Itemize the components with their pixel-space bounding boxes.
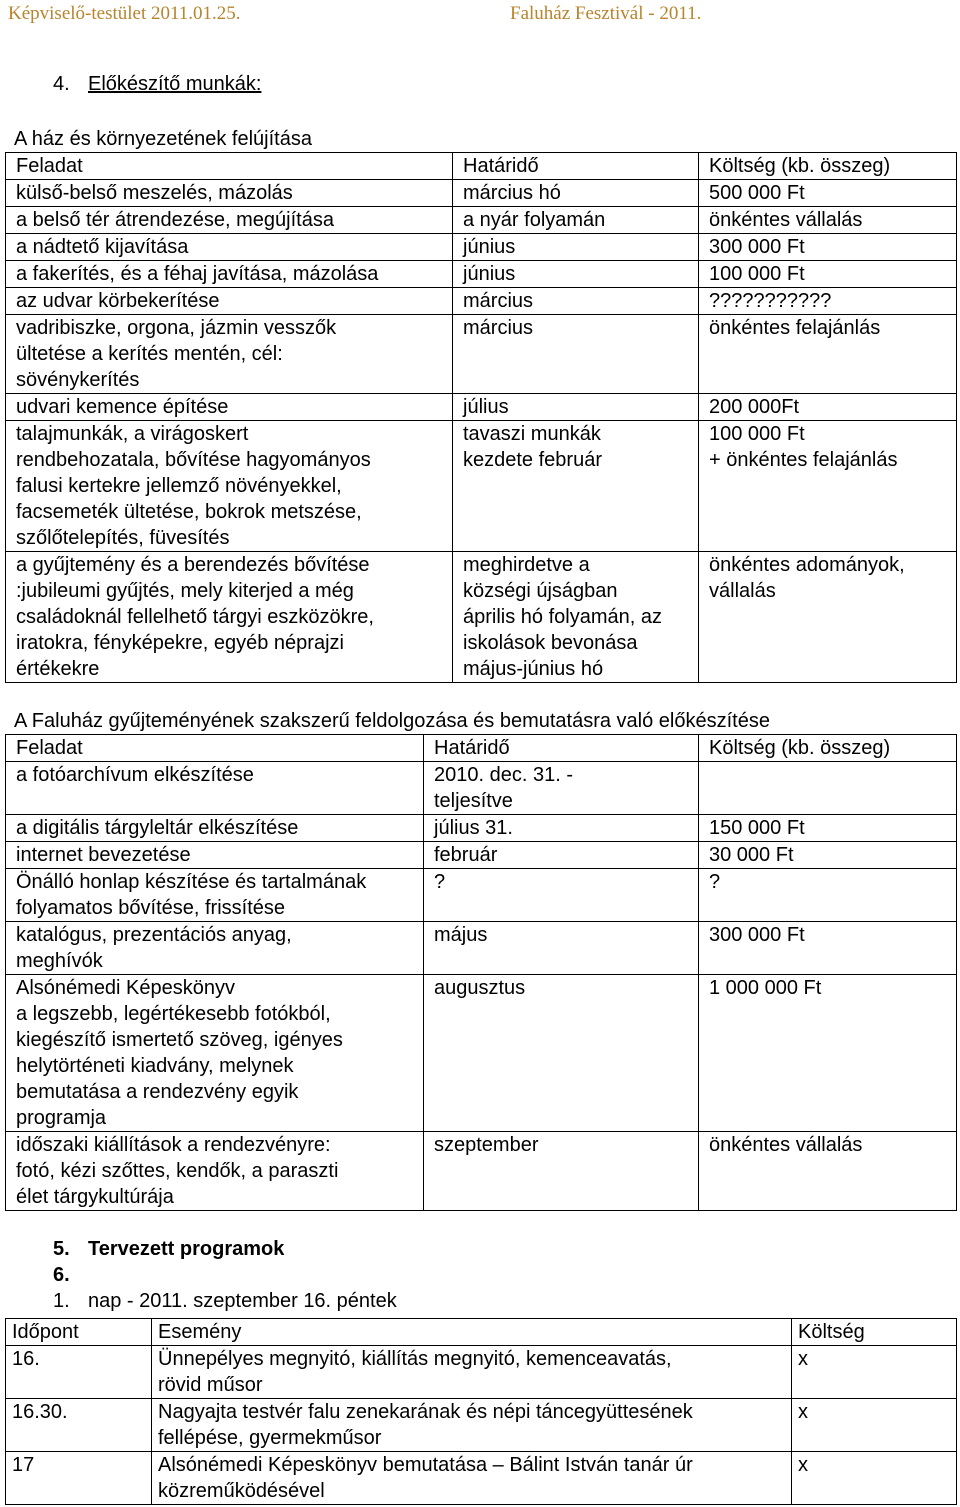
collection-table xyxy=(5,734,957,1211)
table-cell: internet bevezetése xyxy=(6,842,424,869)
day-1-title: nap - 2011. szeptember 16. péntek xyxy=(88,1290,397,1312)
table-cell: 500 000 Ft xyxy=(699,180,957,207)
table-cell: 100 000 Ft xyxy=(699,261,957,288)
table-cell: 16. xyxy=(6,1346,152,1399)
table-cell: x xyxy=(792,1452,957,1505)
table-cell: az udvar körbekerítése xyxy=(6,288,453,315)
table-cell: időszaki kiállítások a rendezvényre: fotó, kézi szőttes, kendők, a paraszti élet tárgykultúrája xyxy=(6,1132,424,1211)
table-cell: június xyxy=(453,261,699,288)
table-cell: július 31. xyxy=(424,815,699,842)
table-cell: meghirdetve a községi újságban április hó folyamán, az iskolások bevonása május-június hó xyxy=(453,552,699,683)
section-5-number: 5. xyxy=(53,1238,70,1260)
table-cell: ??????????? xyxy=(699,288,957,315)
table-cell: 200 000Ft xyxy=(699,394,957,421)
table-cell: március xyxy=(453,315,699,394)
table-cell: március xyxy=(453,288,699,315)
table-cell: a fakerítés, és a féhaj javítása, mázolása xyxy=(6,261,453,288)
table-row xyxy=(6,842,957,869)
table-cell: a gyűjtemény és a berendezés bővítése :jubileumi gyűjtés, mely kiterjed a még családoknál fellelhető tárgyi eszközökre, iratokra, fényképekre, egyéb néprajzi értékekre xyxy=(6,552,453,683)
program-table xyxy=(5,1318,957,1505)
section-6-number: 6. xyxy=(53,1264,70,1286)
subsection-2-title: A Faluház gyűjteményének szakszerű feldolgozása és bemutatásra való előkészítése xyxy=(14,710,770,732)
table-cell: 2010. dec. 31. - teljesítve xyxy=(424,762,699,815)
table-cell: vadribiszke, orgona, jázmin vesszők ültetése a kerítés mentén, cél: sövénykerítés xyxy=(6,315,453,394)
page-header-left: Képviselő-testület 2011.01.25. xyxy=(8,3,241,24)
section-5-title: Tervezett programok xyxy=(88,1238,285,1260)
table-cell: Önálló honlap készítése és tartalmának folyamatos bővítése, frissítése xyxy=(6,869,424,922)
subsection-1-title: A ház és környezetének felújítása xyxy=(14,128,312,150)
table-cell: ? xyxy=(699,869,957,922)
table-cell xyxy=(699,762,957,815)
table-cell: önkéntes felajánlás xyxy=(699,315,957,394)
table-row xyxy=(6,1132,957,1211)
day-1-number: 1. xyxy=(53,1290,70,1312)
table-cell: a fotóarchívum elkészítése xyxy=(6,762,424,815)
table-header-cell: Költség (kb. összeg) xyxy=(699,153,957,180)
table-cell: 30 000 Ft xyxy=(699,842,957,869)
page-header-right: Faluház Fesztivál - 2011. xyxy=(510,3,702,24)
table-row xyxy=(6,288,957,315)
table-row xyxy=(6,1346,957,1399)
table-row xyxy=(6,552,957,683)
table-cell: június xyxy=(453,234,699,261)
table-cell: 1 000 000 Ft xyxy=(699,975,957,1132)
section-4-number: 4. xyxy=(53,73,70,95)
table-cell: 17 xyxy=(6,1452,152,1505)
renovation-table xyxy=(5,152,957,683)
table-cell: udvari kemence építése xyxy=(6,394,453,421)
table-row xyxy=(6,180,957,207)
table-cell: önkéntes adományok, vállalás xyxy=(699,552,957,683)
table-row xyxy=(6,869,957,922)
table-row xyxy=(6,922,957,975)
table-cell: 300 000 Ft xyxy=(699,922,957,975)
table-row xyxy=(6,421,957,552)
table-cell: Nagyajta testvér falu zenekarának és népi táncegyüttesének fellépése, gyermekműsor xyxy=(152,1399,792,1452)
table-cell: május xyxy=(424,922,699,975)
table-cell: a belső tér átrendezése, megújítása xyxy=(6,207,453,234)
table-header-cell: Feladat xyxy=(6,735,424,762)
table-cell: önkéntes vállalás xyxy=(699,207,957,234)
table-cell: a nyár folyamán xyxy=(453,207,699,234)
table-header-row xyxy=(6,735,957,762)
table-cell: a digitális tárgyleltár elkészítése xyxy=(6,815,424,842)
table-row xyxy=(6,234,957,261)
table-cell: július xyxy=(453,394,699,421)
table-header-cell: Határidő xyxy=(453,153,699,180)
table-cell: szeptember xyxy=(424,1132,699,1211)
table-header-cell: Határidő xyxy=(424,735,699,762)
table-header-cell: Esemény xyxy=(152,1319,792,1346)
table-row xyxy=(6,394,957,421)
table-cell: talajmunkák, a virágoskert rendbehozatala, bővítése hagyományos falusi kertekre jellemző növényekkel, facsemeték ültetése, bokrok metszése, szőlőtelepítés, füvesítés xyxy=(6,421,453,552)
table-header-cell: Költség xyxy=(792,1319,957,1346)
table-header-cell: Feladat xyxy=(6,153,453,180)
table-cell: külső-belső meszelés, mázolás xyxy=(6,180,453,207)
table-cell: 100 000 Ft + önkéntes felajánlás xyxy=(699,421,957,552)
table-cell: katalógus, prezentációs anyag, meghívók xyxy=(6,922,424,975)
table-header-cell: Költség (kb. összeg) xyxy=(699,735,957,762)
table-row xyxy=(6,315,957,394)
table-cell: ? xyxy=(424,869,699,922)
table-cell: x xyxy=(792,1399,957,1452)
table-cell: a nádtető kijavítása xyxy=(6,234,453,261)
table-header-row xyxy=(6,1319,957,1346)
table-cell: február xyxy=(424,842,699,869)
table-row xyxy=(6,1399,957,1452)
table-cell: 16.30. xyxy=(6,1399,152,1452)
table-row xyxy=(6,762,957,815)
table-cell: x xyxy=(792,1346,957,1399)
table-row xyxy=(6,207,957,234)
table-cell: önkéntes vállalás xyxy=(699,1132,957,1211)
table-header-row xyxy=(6,153,957,180)
table-cell: 300 000 Ft xyxy=(699,234,957,261)
table-row xyxy=(6,261,957,288)
section-4-title: Előkészítő munkák: xyxy=(88,73,262,95)
table-row xyxy=(6,975,957,1132)
table-header-cell: Időpont xyxy=(6,1319,152,1346)
table-cell: augusztus xyxy=(424,975,699,1132)
table-cell: 150 000 Ft xyxy=(699,815,957,842)
table-cell: Alsónémedi Képeskönyv bemutatása – Bálint István tanár úr közreműködésével xyxy=(152,1452,792,1505)
table-cell: Alsónémedi Képeskönyv a legszebb, legértékesebb fotókból, kiegészítő ismertető szöveg, igényes helytörténeti kiadvány, melynek bemutatása a rendezvény egyik programja xyxy=(6,975,424,1132)
table-cell: Ünnepélyes megnyitó, kiállítás megnyitó, kemenceavatás, rövid műsor xyxy=(152,1346,792,1399)
table-cell: tavaszi munkák kezdete február xyxy=(453,421,699,552)
table-row xyxy=(6,815,957,842)
table-row xyxy=(6,1452,957,1505)
table-cell: március hó xyxy=(453,180,699,207)
